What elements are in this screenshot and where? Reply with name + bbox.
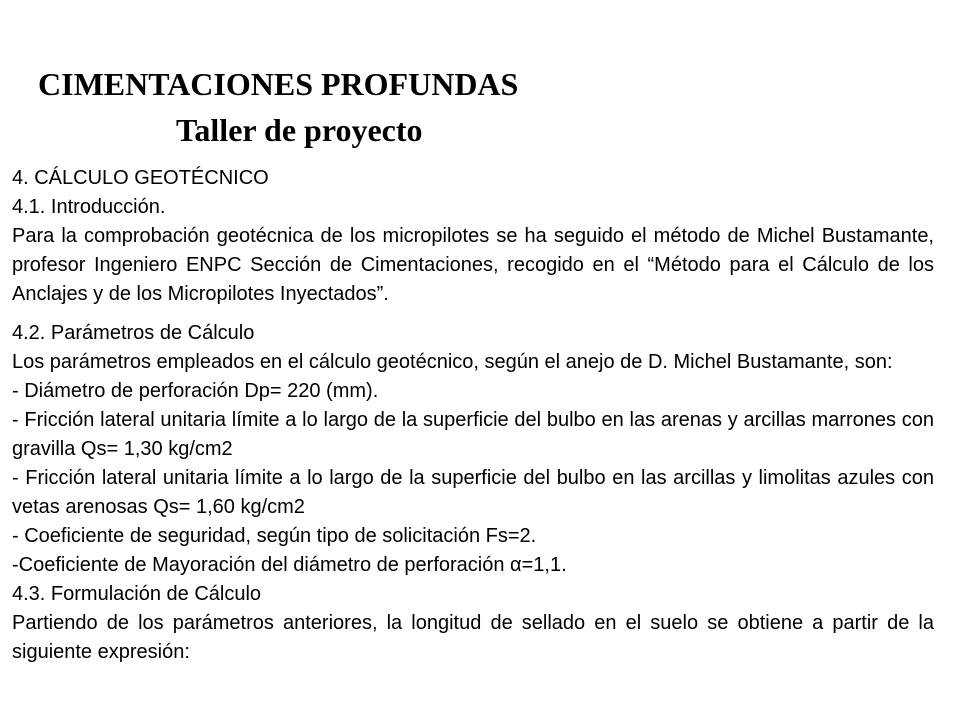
page-title: CIMENTACIONES PROFUNDAS bbox=[38, 66, 519, 102]
document-body bbox=[12, 164, 934, 667]
param-item: - Fricción lateral unitaria límite a lo largo de la superficie del bulbo en las arenas y arcillas marrones con gravilla Qs= 1,30 kg/cm2 bbox=[12, 409, 934, 460]
param-item: - Fricción lateral unitaria límite a lo largo de la superficie del bulbo en las arcillas y limolitas azules con vetas arenosas Qs= 1,60 kg/cm2 bbox=[12, 467, 934, 518]
formula-paragraph: Partiendo de los parámetros anteriores, la longitud de sellado en el suelo se obtiene a partir de la siguiente expresión: bbox=[12, 612, 934, 663]
subsection-heading-intro: 4.1. Introducción. bbox=[12, 196, 166, 218]
intro-paragraph: Para la comprobación geotécnica de los micropilotes se ha seguido el método de Michel Bustamante, profesor Ingeniero ENPC Sección de Cimentaciones, recogido en el “Método para el Cálculo de los Anclajes y de los Micropilotes Inyectados”. bbox=[12, 225, 934, 305]
subsection-heading-formula: 4.3. Formulación de Cálculo bbox=[12, 583, 262, 605]
param-item: -Coeficiente de Mayoración del diámetro de perforación α=1,1. bbox=[12, 554, 567, 576]
param-item: - Diámetro de perforación Dp= 220 (mm). bbox=[12, 380, 379, 402]
page-subtitle: Taller de proyecto bbox=[176, 112, 423, 148]
param-item: - Coeficiente de seguridad, según tipo de solicitación Fs=2. bbox=[12, 525, 537, 547]
params-intro: Los parámetros empleados en el cálculo geotécnico, según el anejo de D. Michel Bustamante, son: bbox=[12, 351, 893, 373]
subsection-heading-params: 4.2. Parámetros de Cálculo bbox=[12, 322, 255, 344]
section-heading: 4. CÁLCULO GEOTÉCNICO bbox=[12, 167, 269, 189]
